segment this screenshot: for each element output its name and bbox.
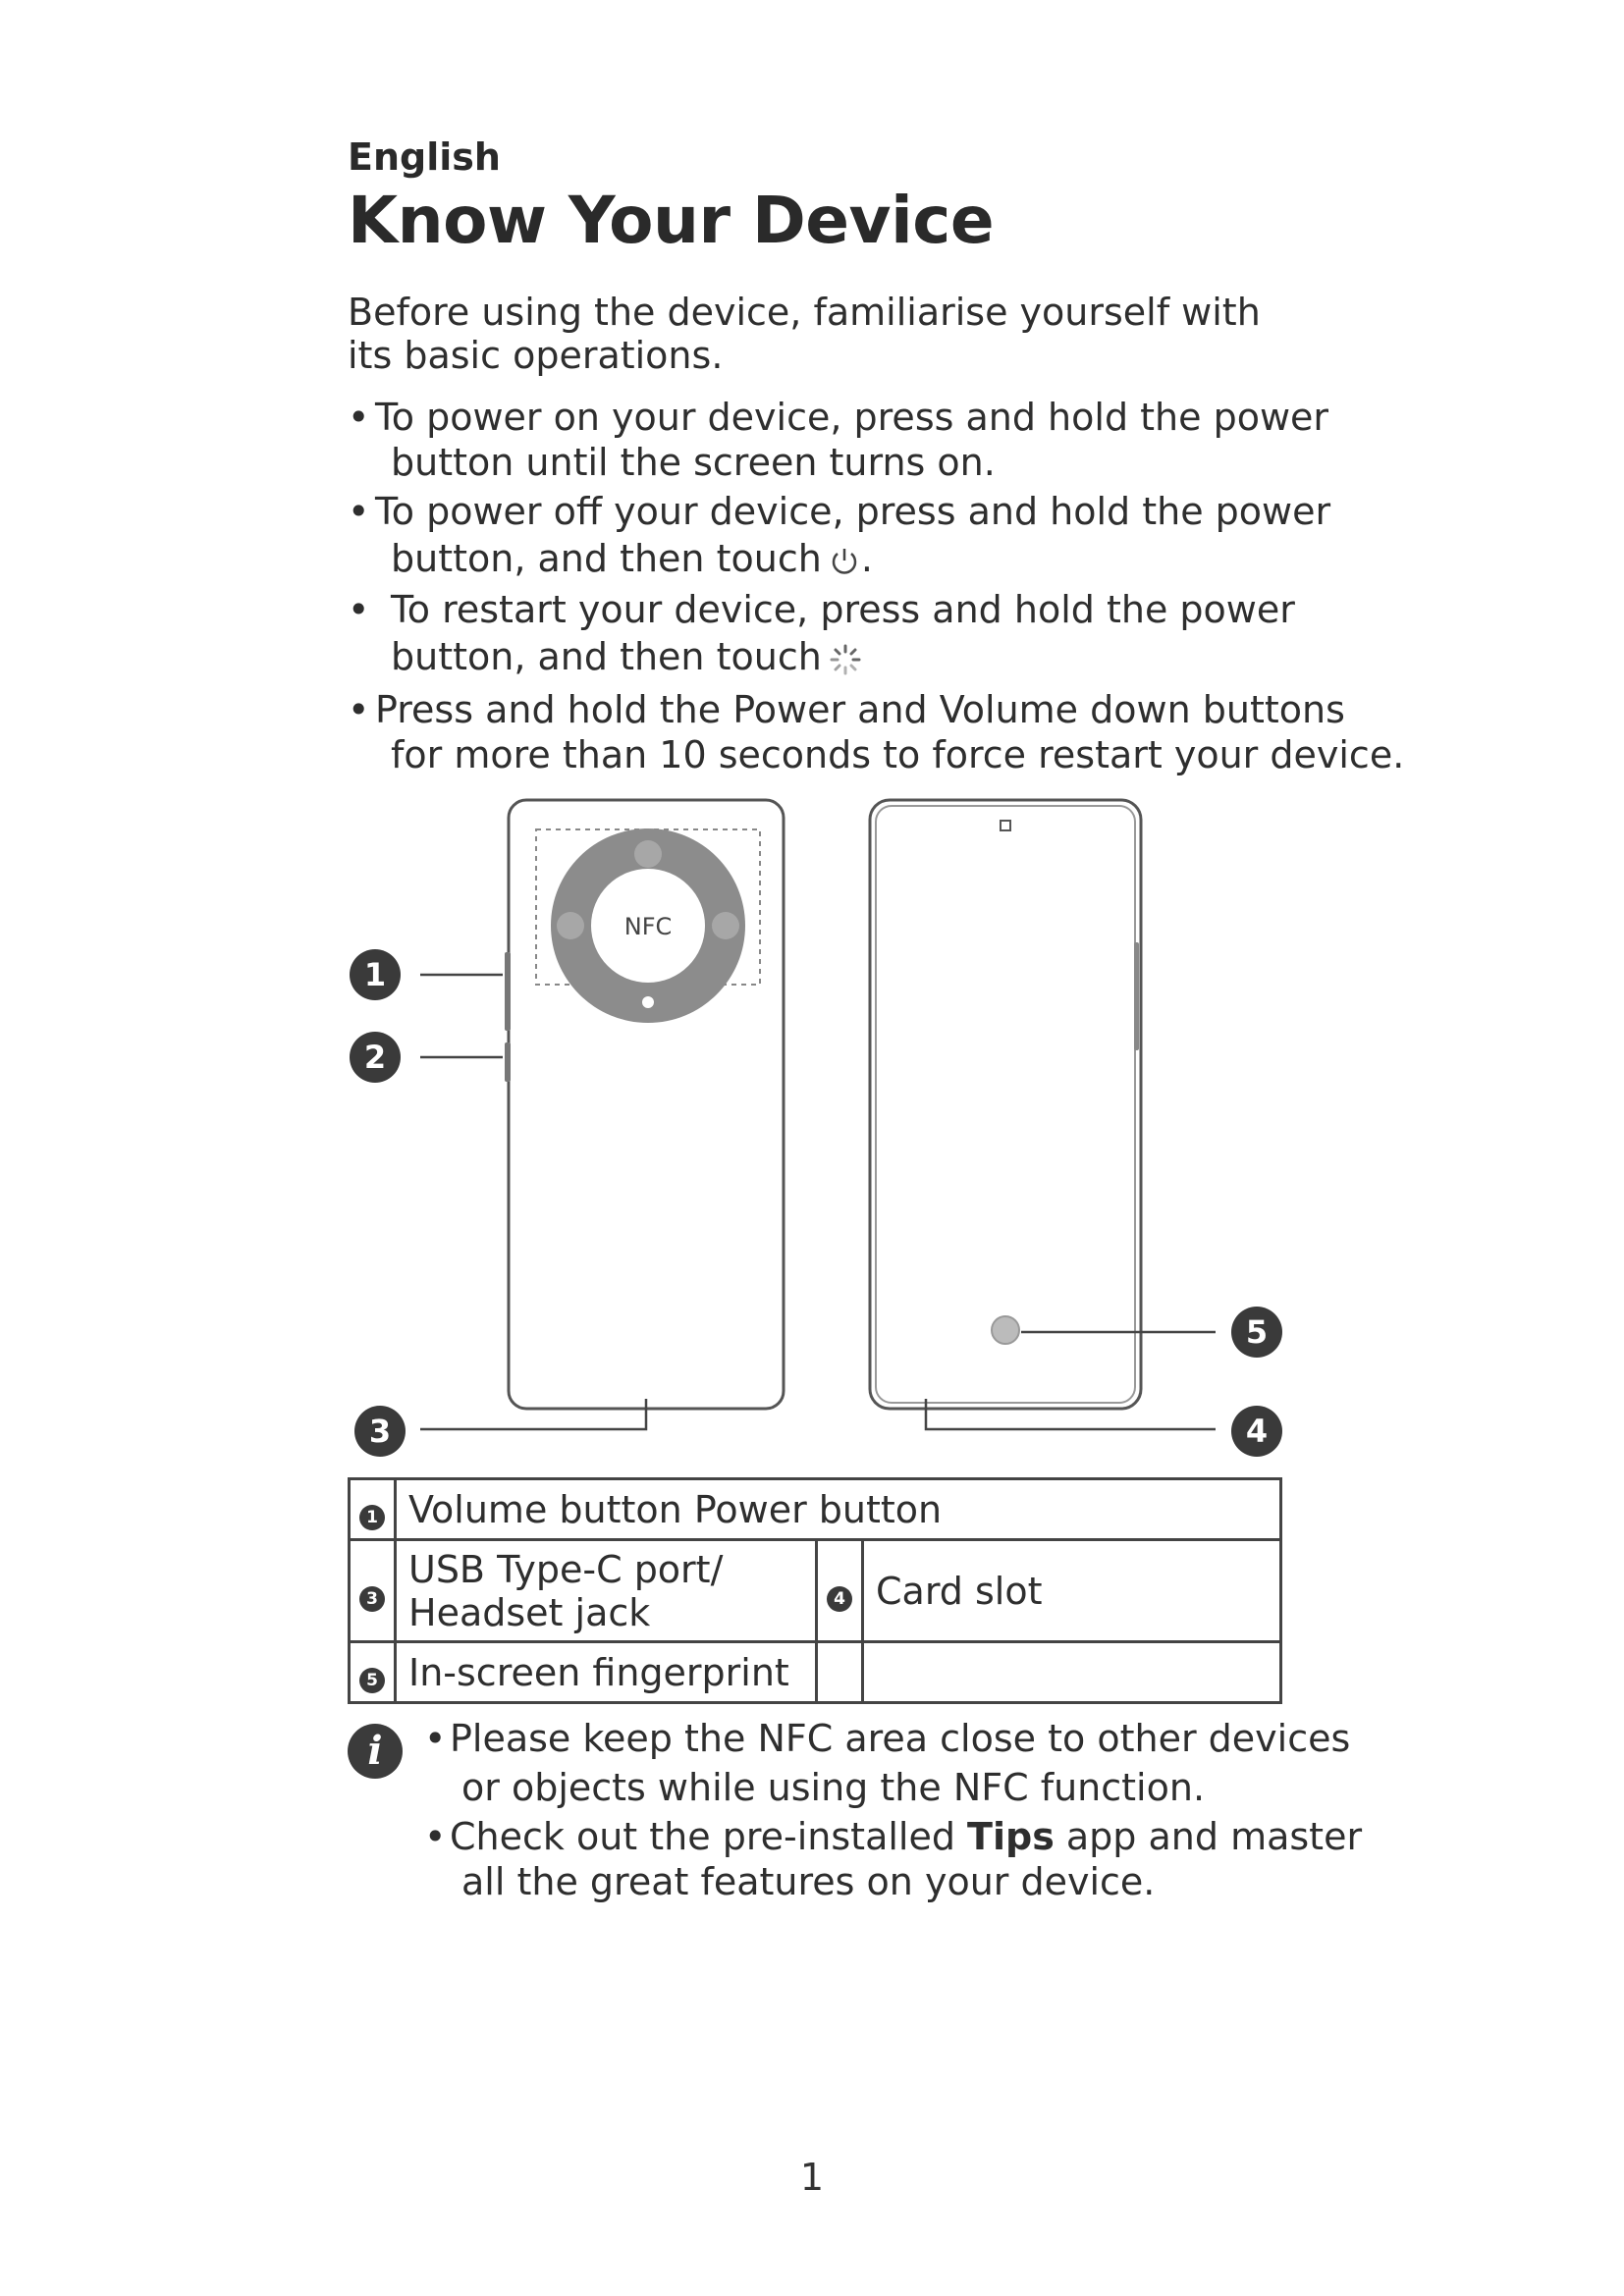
bullet-line: for more than 10 seconds to force restart your device. bbox=[391, 733, 1405, 776]
parts-table bbox=[348, 1477, 1282, 1704]
nfc-label: NFC bbox=[623, 913, 673, 940]
camera-lens bbox=[557, 912, 584, 939]
intro-text: Before using the device, familiarise yourself with its basic operations. bbox=[348, 291, 1261, 377]
fingerprint-sensor bbox=[992, 1316, 1019, 1344]
row-number-badge: 1 bbox=[359, 1505, 385, 1530]
callout-5 bbox=[1231, 1307, 1282, 1358]
table-row bbox=[350, 1642, 1281, 1703]
note-line: or objects while using the NFC function. bbox=[461, 1766, 1206, 1809]
table-cell bbox=[350, 1479, 396, 1540]
page-number: 1 bbox=[799, 2156, 825, 2199]
tips-app-name: Tips bbox=[967, 1815, 1055, 1858]
bullet-suffix: . bbox=[860, 537, 873, 580]
page-title: Know Your Device bbox=[348, 183, 995, 258]
row-number-badge: 3 bbox=[359, 1586, 385, 1612]
callout-4 bbox=[1231, 1406, 1282, 1457]
svg-text:1: 1 bbox=[363, 956, 387, 993]
svg-text:3: 3 bbox=[368, 1413, 392, 1450]
bullet-line: Press and hold the Power and Volume down buttons bbox=[375, 688, 1345, 731]
language-label: English bbox=[348, 135, 501, 179]
bullet-line: To power on your device, press and hold the power bbox=[375, 396, 1329, 439]
volume-button bbox=[505, 952, 511, 1031]
callout-3 bbox=[354, 1406, 406, 1457]
table-cell bbox=[350, 1642, 396, 1703]
table-cell bbox=[817, 1642, 863, 1703]
cell-line: Headset jack bbox=[408, 1590, 651, 1634]
svg-text:4: 4 bbox=[1245, 1413, 1269, 1450]
note-line: Please keep the NFC area close to other devices bbox=[450, 1717, 1351, 1760]
callout-2 bbox=[350, 1032, 401, 1083]
bullet-line: button, and then touch bbox=[391, 635, 822, 678]
note-line: all the great features on your device. bbox=[461, 1860, 1156, 1903]
power-button bbox=[505, 1042, 511, 1082]
svg-text:5: 5 bbox=[1245, 1313, 1269, 1351]
bullet-line-with-icon bbox=[391, 536, 873, 581]
info-icon: i bbox=[348, 1724, 403, 1779]
bullet-line: button, and then touch bbox=[391, 537, 822, 580]
table-cell: Card slot bbox=[863, 1540, 1281, 1642]
device-diagram bbox=[334, 785, 1316, 1472]
camera-lens bbox=[634, 840, 662, 868]
table-cell bbox=[350, 1540, 396, 1642]
bullet-line: button until the screen turns on. bbox=[391, 441, 996, 484]
note-bullet: • bbox=[424, 1717, 447, 1760]
bullet-line: To restart your device, press and hold the power bbox=[391, 588, 1295, 631]
phone-front bbox=[870, 800, 1141, 1409]
note-bullet: • bbox=[424, 1815, 447, 1858]
phone-back bbox=[505, 800, 784, 1409]
table-row bbox=[350, 1479, 1281, 1540]
table-cell bbox=[863, 1642, 1281, 1703]
callout-1 bbox=[350, 949, 401, 1000]
row-number-badge: 4 bbox=[827, 1586, 852, 1612]
restart-icon bbox=[828, 642, 863, 677]
note-text: app and master bbox=[1054, 1815, 1363, 1858]
bullet-line-with-icon bbox=[391, 634, 863, 679]
note-line bbox=[450, 1814, 1362, 1859]
table-cell bbox=[817, 1540, 863, 1642]
row-number-badge: 5 bbox=[359, 1668, 385, 1693]
cell-line: USB Type-C port/ bbox=[408, 1547, 724, 1591]
table-cell bbox=[396, 1540, 817, 1642]
svg-text:2: 2 bbox=[363, 1039, 387, 1076]
camera-lens bbox=[712, 912, 739, 939]
bullet-line: To power off your device, press and hold the power bbox=[375, 490, 1331, 533]
table-row bbox=[350, 1540, 1281, 1642]
note-text: Check out the pre-installed bbox=[450, 1815, 968, 1858]
table-cell: In-screen fingerprint bbox=[396, 1642, 817, 1703]
side-buttons bbox=[1134, 942, 1139, 1050]
table-cell: Volume button Power button bbox=[396, 1479, 1281, 1540]
flash bbox=[642, 996, 654, 1008]
power-icon bbox=[828, 545, 861, 578]
